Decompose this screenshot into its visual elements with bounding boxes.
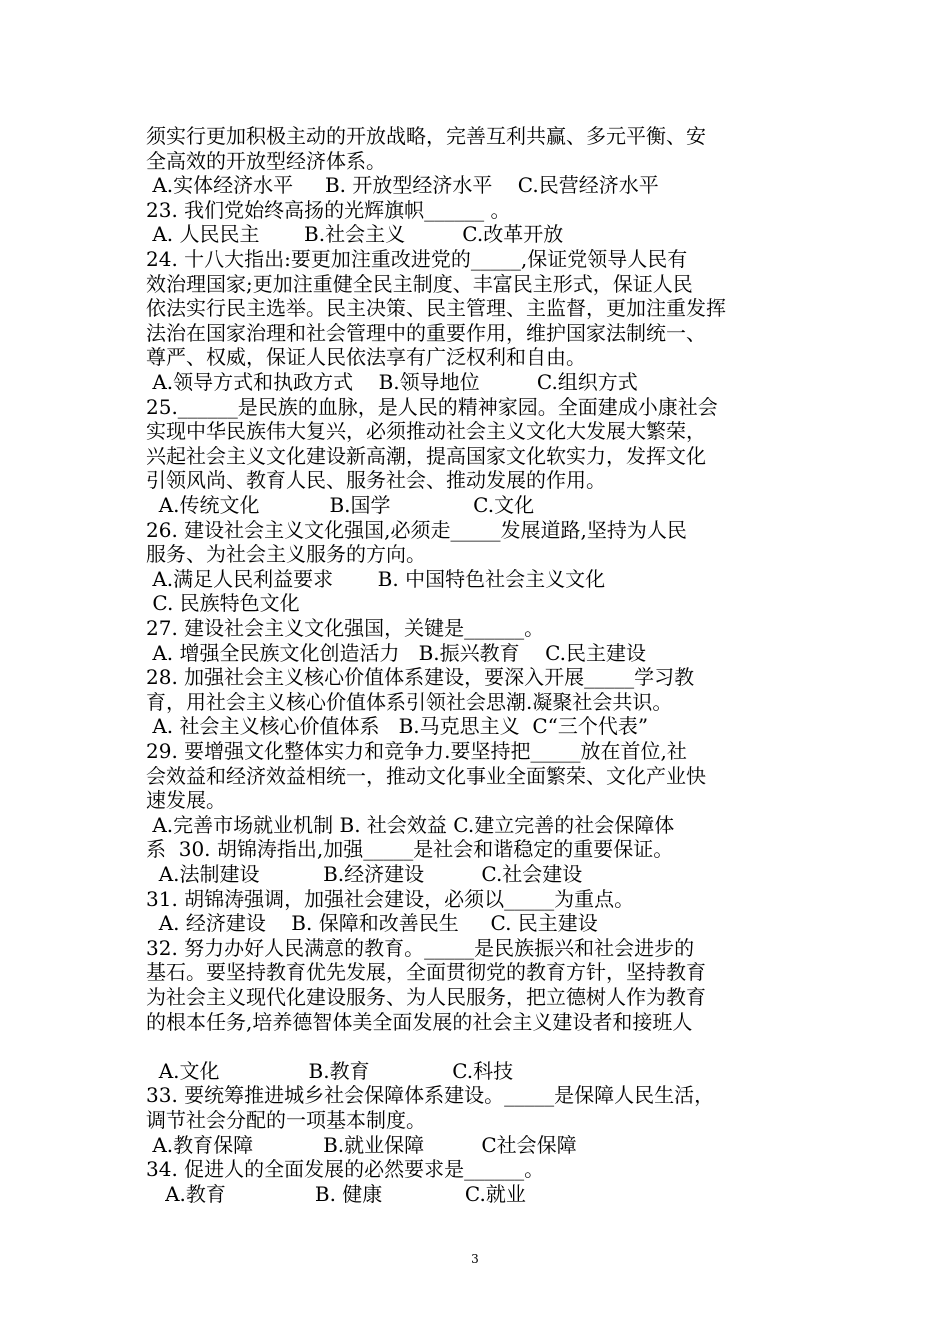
text-line: 速发展。 — [146, 788, 226, 813]
text-line: A. 增强全民族文化创造活力 B.振兴教育 C.民主建设 — [146, 640, 647, 665]
text-line: A.完善市场就业机制 B. 社会效益 C.建立完善的社会保障体 — [146, 812, 675, 837]
text-line: 须实行更加积极主动的开放战略，完善互利共赢、多元平衡、安 — [146, 124, 706, 148]
text-line: 全高效的开放型经济体系。 — [146, 148, 386, 173]
text-line: A.传统文化 B.国学 C.文化 — [146, 493, 535, 517]
text-line: C. 民族特色文化 — [146, 591, 300, 616]
text-line: 实现中华民族伟大复兴，必须推动社会主义文化大发展大繁荣， — [146, 419, 706, 444]
page-number: 3 — [471, 1252, 479, 1266]
text-line: A.实体经济水平 B. 开放型经济水平 C.民营经济水平 — [146, 173, 659, 198]
text-line: 33. 要统筹推进城乡社会保障体系建设。_____是保障人民生活， — [146, 1083, 715, 1108]
text-line: 27. 建设社会主义文化强国，关键是______。 — [146, 616, 545, 640]
text-line: 引领风尚、教育人民、服务社会、推动发展的作用。 — [146, 468, 606, 493]
text-line: A.文化 B.教育 C.科技 — [146, 1058, 514, 1083]
text-line: 24. 十八大指出:要更加注重改进党的_____,保证党领导人民有 — [146, 247, 688, 271]
text-line: 28. 加强社会主义核心价值体系建设，要深入开展_____学习教 — [146, 665, 695, 690]
text-line: 调节社会分配的一项基本制度。 — [146, 1108, 426, 1132]
text-line: 法治在国家治理和社会管理中的重要作用，维护国家法制统一、 — [146, 320, 706, 345]
text-line: 兴起社会主义文化建设新高潮，提高国家文化软实力，发挥文化 — [146, 443, 706, 468]
text-line: A.满足人民利益要求 B. 中国特色社会主义文化 — [146, 566, 606, 591]
text-line: 会效益和经济效益相统一，推动文化事业全面繁荣、文化产业快 — [146, 763, 706, 788]
text-line: A.领导方式和执政方式 B.领导地位 C.组织方式 — [146, 370, 638, 394]
text-line: 的根本任务,培养德智体美全面发展的社会主义建设者和接班人 — [146, 1009, 693, 1034]
text-line: 31. 胡锦涛强调，加强社会建设，必须以_____为重点。 — [146, 886, 635, 911]
text-line: 依法实行民主选举。民主决策、民主管理、主监督，更加注重发挥 — [146, 296, 726, 321]
text-line: 29. 要增强文化整体实力和竞争力.要坚持把_____放在首位,社 — [146, 739, 687, 763]
text-line: A. 社会主义核心价值体系 B.马克思主义 C“三个代表” — [146, 714, 649, 739]
text-line: A.法制建设 B.经济建设 C.社会建设 — [146, 862, 583, 886]
text-line: A.教育保障 B.就业保障 C社会保障 — [146, 1132, 577, 1157]
text-line: 23. 我们党始终高扬的光辉旗帜______ 。 — [146, 197, 511, 222]
text-line: A.教育 B. 健康 C.就业 — [146, 1181, 526, 1206]
text-line: 为社会主义现代化建设服务、为人民服务，把立德树人作为教育 — [146, 985, 706, 1009]
text-line: A. 人民民主 B.社会主义 C.改革开放 — [146, 222, 564, 247]
text-line: 25.______是民族的血脉，是人民的精神家园。全面建成小康社会 — [146, 394, 718, 419]
text-line: 育，用社会主义核心价值体系引领社会思潮.凝聚社会共识。 — [146, 689, 673, 714]
text-line: 系 30. 胡锦涛指出,加强_____是社会和谐稳定的重要保证。 — [146, 837, 674, 862]
text-line: 32. 努力办好人民满意的教育。_____是民族振兴和社会进步的 — [146, 935, 695, 960]
text-line: A. 经济建设 B. 保障和改善民生 C. 民主建设 — [146, 911, 598, 936]
text-line: 基石。要坚持教育优先发展，全面贯彻党的教育方针，坚持教育 — [146, 960, 706, 985]
text-line: 26. 建设社会主义文化强国,必须走_____发展道路,坚持为人民 — [146, 517, 687, 542]
text-line: 效治理国家;更加注重健全民主制度、丰富民主形式，保证人民 — [146, 271, 693, 296]
text-line: 服务、为社会主义服务的方向。 — [146, 542, 426, 567]
text-line: 尊严、权威，保证人民依法享有广泛权利和自由。 — [146, 345, 586, 370]
text-line: 34. 促进人的全面发展的必然要求是______。 — [146, 1157, 545, 1182]
